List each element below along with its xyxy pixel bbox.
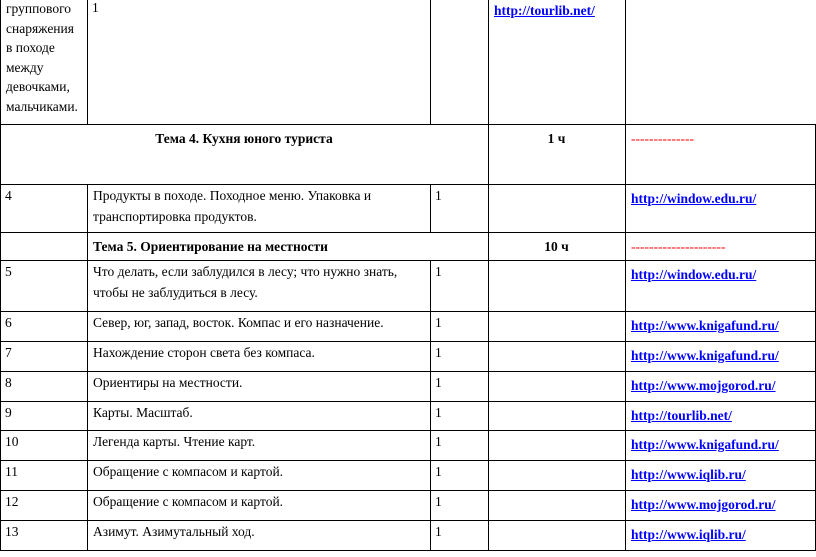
row-number: 4 — [5, 188, 12, 203]
empty-cell — [489, 185, 626, 233]
topic-title: Тема 5. Ориентирование на местности — [93, 239, 328, 254]
table-row — [1, 461, 816, 491]
resource-link[interactable]: http://www.knigafund.ru/ — [631, 318, 779, 333]
empty-cell — [489, 372, 626, 402]
row-number: 7 — [5, 345, 12, 360]
row-number: 12 — [5, 494, 19, 509]
row-number: 13 — [5, 524, 19, 539]
resource-link-cell — [626, 372, 816, 402]
resource-link-cell — [626, 312, 816, 342]
lesson-text: Что делать, если заблудился в лесу; что нужно знать, чтобы не заблудиться в лесу. — [93, 264, 398, 300]
hours-cell — [431, 521, 489, 551]
topic-hours: 1 ч — [547, 131, 566, 146]
hours-cell — [431, 261, 489, 312]
hours-cell — [431, 402, 489, 431]
topic-dashes: --------------------- — [631, 239, 726, 254]
lesson-hours: 1 — [435, 494, 442, 509]
table-row — [1, 372, 816, 402]
row-number: 5 — [5, 264, 12, 279]
resource-link[interactable]: http://tourlib.net/ — [494, 3, 595, 18]
hours-cell — [431, 461, 489, 491]
resource-link-cell — [626, 521, 816, 551]
row-number-cell — [1, 185, 88, 233]
row-number-cell — [1, 461, 88, 491]
empty-cell — [489, 402, 626, 431]
hours-cell — [431, 431, 489, 461]
lesson-text: группового снаряжения в походе между девочками, мальчиками. — [6, 1, 78, 114]
resource-link-cell — [489, 0, 626, 125]
row-number-cell — [1, 431, 88, 461]
topic-title-cell — [1, 125, 489, 185]
topic-text-cell — [88, 461, 431, 491]
table-row — [1, 402, 816, 431]
lesson-text: Продукты в походе. Походное меню. Упаковка и транспортировка продуктов. — [93, 188, 372, 224]
lesson-hours: 1 — [435, 264, 442, 279]
topic-header-row — [1, 233, 816, 261]
row-number-cell — [1, 261, 88, 312]
topic-text-cell — [88, 521, 431, 551]
table-row — [1, 185, 816, 233]
topic-text-cell — [88, 342, 431, 372]
resource-link-cell — [626, 431, 816, 461]
hours-cell — [431, 185, 489, 233]
empty-cell — [626, 0, 816, 125]
lesson-text: Азимут. Азимутальный ход. — [93, 524, 255, 539]
empty-cell — [489, 461, 626, 491]
empty-cell — [1, 233, 88, 261]
resource-link[interactable]: http://www.mojgorod.ru/ — [631, 378, 776, 393]
resource-link[interactable]: http://window.edu.ru/ — [631, 191, 757, 206]
topic-hours-cell — [489, 125, 626, 185]
resource-link-cell — [626, 461, 816, 491]
topic-text-cell — [88, 312, 431, 342]
empty-cell — [489, 261, 626, 312]
table-row — [1, 342, 816, 372]
lesson-hours: 1 — [435, 345, 442, 360]
row-number-cell — [1, 312, 88, 342]
topic-text-cell — [88, 491, 431, 521]
table-row — [1, 431, 816, 461]
topic-dashes: -------------- — [631, 131, 694, 146]
resource-link-cell — [626, 402, 816, 431]
topic-hours-cell — [489, 233, 626, 261]
row-number: 9 — [5, 405, 12, 420]
empty-cell — [489, 431, 626, 461]
resource-link[interactable]: http://window.edu.ru/ — [631, 267, 757, 282]
topic-dashes-cell — [626, 233, 816, 261]
resource-link[interactable]: http://www.iqlib.ru/ — [631, 467, 746, 482]
empty-cell — [489, 312, 626, 342]
lesson-hours: 1 — [435, 524, 442, 539]
lesson-text: Обращение с компасом и картой. — [93, 494, 284, 509]
hours-cell — [431, 372, 489, 402]
topic-header-row — [1, 125, 816, 185]
topic-text-cell — [88, 402, 431, 431]
resource-link-cell — [626, 261, 816, 312]
table-row-partial — [1, 0, 816, 125]
topic-title-cell — [88, 233, 489, 261]
lesson-hours: 1 — [435, 464, 442, 479]
row-number: 11 — [5, 464, 18, 479]
lesson-text: Карты. Масштаб. — [93, 405, 193, 420]
lesson-text: Обращение с компасом и картой. — [93, 464, 284, 479]
empty-cell — [431, 0, 489, 125]
table-row — [1, 312, 816, 342]
lesson-text: Легенда карты. Чтение карт. — [93, 434, 256, 449]
lesson-text: Нахождение сторон света без компаса. — [93, 345, 315, 360]
lesson-hours: 1 — [435, 405, 442, 420]
topic-text-cell — [1, 0, 88, 125]
lesson-hours: 1 — [435, 188, 442, 203]
lesson-hours: 1 — [435, 434, 442, 449]
topic-text-cell — [88, 185, 431, 233]
row-number: 10 — [5, 434, 19, 449]
topic-text-cell — [88, 372, 431, 402]
topic-text-cell — [88, 261, 431, 312]
empty-cell — [489, 342, 626, 372]
hours-cell — [431, 491, 489, 521]
row-number-cell — [1, 491, 88, 521]
row-number-cell — [1, 521, 88, 551]
resource-link[interactable]: http://www.mojgorod.ru/ — [631, 497, 776, 512]
lesson-hours: 1 — [435, 315, 442, 330]
lesson-hours: 1 — [92, 0, 99, 15]
row-number: 8 — [5, 375, 12, 390]
row-number: 6 — [5, 315, 12, 330]
resource-link-cell — [626, 491, 816, 521]
resource-link[interactable]: http://www.iqlib.ru/ — [631, 527, 746, 542]
hours-cell — [431, 312, 489, 342]
empty-cell — [489, 491, 626, 521]
row-number-cell — [1, 372, 88, 402]
resource-link[interactable]: http://www.knigafund.ru/ — [631, 437, 779, 452]
topic-dashes-cell — [626, 125, 816, 185]
table-row — [1, 521, 816, 551]
topic-hours: 10 ч — [544, 239, 569, 254]
row-number-cell — [1, 402, 88, 431]
resource-link-cell — [626, 185, 816, 233]
empty-cell — [489, 521, 626, 551]
hours-cell — [431, 342, 489, 372]
resource-link-cell — [626, 342, 816, 372]
resource-link[interactable]: http://www.knigafund.ru/ — [631, 348, 779, 363]
table-row — [1, 491, 816, 521]
resource-link[interactable]: http://tourlib.net/ — [631, 408, 732, 423]
topic-text-cell — [88, 431, 431, 461]
lesson-text: Север, юг, запад, восток. Компас и его назначение. — [93, 315, 384, 330]
row-number-cell — [1, 342, 88, 372]
lesson-text: Ориентиры на местности. — [93, 375, 243, 390]
lesson-hours: 1 — [435, 375, 442, 390]
hours-cell — [88, 0, 431, 125]
table-row — [1, 261, 816, 312]
topic-title: Тема 4. Кухня юного туриста — [155, 131, 333, 146]
